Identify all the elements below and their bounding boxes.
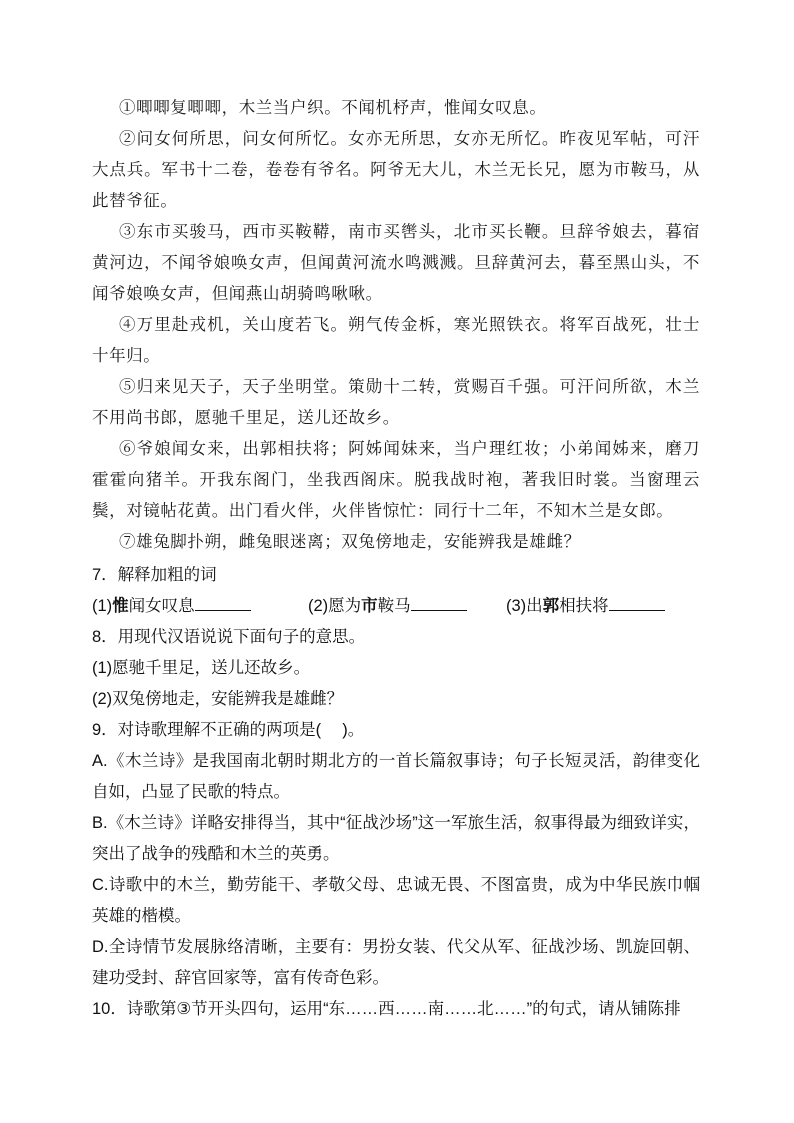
question-9-option-d: D.全诗情节发展脉络清晰，主要有：男扮女装、代父从军、征战沙场、凯旋回朝、建功受封、辞官回家等，富有传奇色彩。 (92, 938, 700, 987)
bold-word-3: 郭 (542, 597, 560, 615)
poem-paragraph-5: ⑤归来见天子，天子坐明堂。策勋十二转，赏赐百千强。可汗问所欲，木兰不用尚书郎，愿驰千里足，送儿还故乡。 (92, 377, 700, 427)
poem-paragraph-2: ②问女何所思，问女何所忆。女亦无所思，女亦无所忆。昨夜见军帖，可汗大点兵。军书十二卷，卷卷有爷名。阿爷无大儿，木兰无长兄，愿为市鞍马，从此替爷征。 (92, 129, 700, 210)
answer-blank-3[interactable] (609, 595, 665, 611)
question-8-item-1: (1)愿驰千里足，送儿还故乡。 (92, 659, 311, 677)
poem-paragraph-3: ③东市买骏马，西市买鞍鞯，南市买辔头，北市买长鞭。旦辞爷娘去，暮宿黄河边，不闻爷娘唤女声，但闻黄河流水鸣溅溅。旦辞黄河去，暮至黑山头，不闻爷娘唤女声，但闻燕山胡骑鸣啾啾。 (92, 222, 700, 303)
poem-text (92, 92, 700, 557)
bold-word-1: 惟 (112, 597, 129, 615)
poem-paragraph-4: ④万里赴戎机，关山度若飞。朔气传金柝，寒光照铁衣。将军百战死，壮士十年归。 (92, 315, 700, 365)
question-7-title: 7．解释加粗的词 (92, 566, 217, 584)
poem-paragraph-6: ⑥爷娘闻女来，出郭相扶将；阿姊闻妹来，当户理红妆；小弟闻姊来，磨刀霍霍向猪羊。开我东阁门，坐我西阁床。脱我战时袍，著我旧时裳。当窗理云鬓，对镜帖花黄。出门看火伴，火伴皆惊忙：同行十二年，不知木兰是女郎。 (92, 439, 700, 520)
question-9-option-c: C.诗歌中的木兰，勤劳能干、孝敬父母、忠诚无畏、不图富贵，成为中华民族巾帼英雄的楷模。 (92, 876, 700, 925)
question-7-item-3: (3)出郭相扶将 (506, 591, 665, 622)
question-8-item-2: (2)双兔傍地走，安能辨我是雄雌？ (92, 690, 344, 708)
question-9-option-b: B.《木兰诗》详略安排得当，其中“征战沙场”这一军旅生活，叙事得最为细致详实，突出了战争的残酷和木兰的英勇。 (92, 814, 700, 863)
question-9-option-a: A.《木兰诗》是我国南北朝时期北方的一首长篇叙事诗；句子长短灵活，韵律变化自如，凸显了民歌的特点。 (92, 752, 700, 801)
question-7-items (92, 591, 700, 622)
question-8-title: 8．用现代汉语说说下面句子的意思。 (92, 628, 366, 646)
answer-blank-1[interactable] (195, 595, 251, 611)
poem-paragraph-1: ①唧唧复唧唧，木兰当户织。不闻机杼声，惟闻女叹息。 (119, 98, 547, 117)
question-7-item-2: (2)愿为市鞍马 (308, 591, 506, 622)
question-10-title: 10．诗歌第③节开头四句，运用“东……西……南……北……”的句式，请从铺陈排 (92, 1000, 681, 1018)
question-section (92, 560, 700, 1025)
question-9-title: 9．对诗歌理解不正确的两项是( )。 (92, 721, 365, 739)
question-7-item-1: (1)惟闻女叹息 (92, 591, 308, 622)
answer-blank-2[interactable] (411, 595, 467, 611)
poem-paragraph-7: ⑦雄兔脚扑朔，雌兔眼迷离；双兔傍地走，安能辨我是雄雌？ (119, 532, 581, 551)
bold-word-2: 市 (361, 597, 378, 615)
